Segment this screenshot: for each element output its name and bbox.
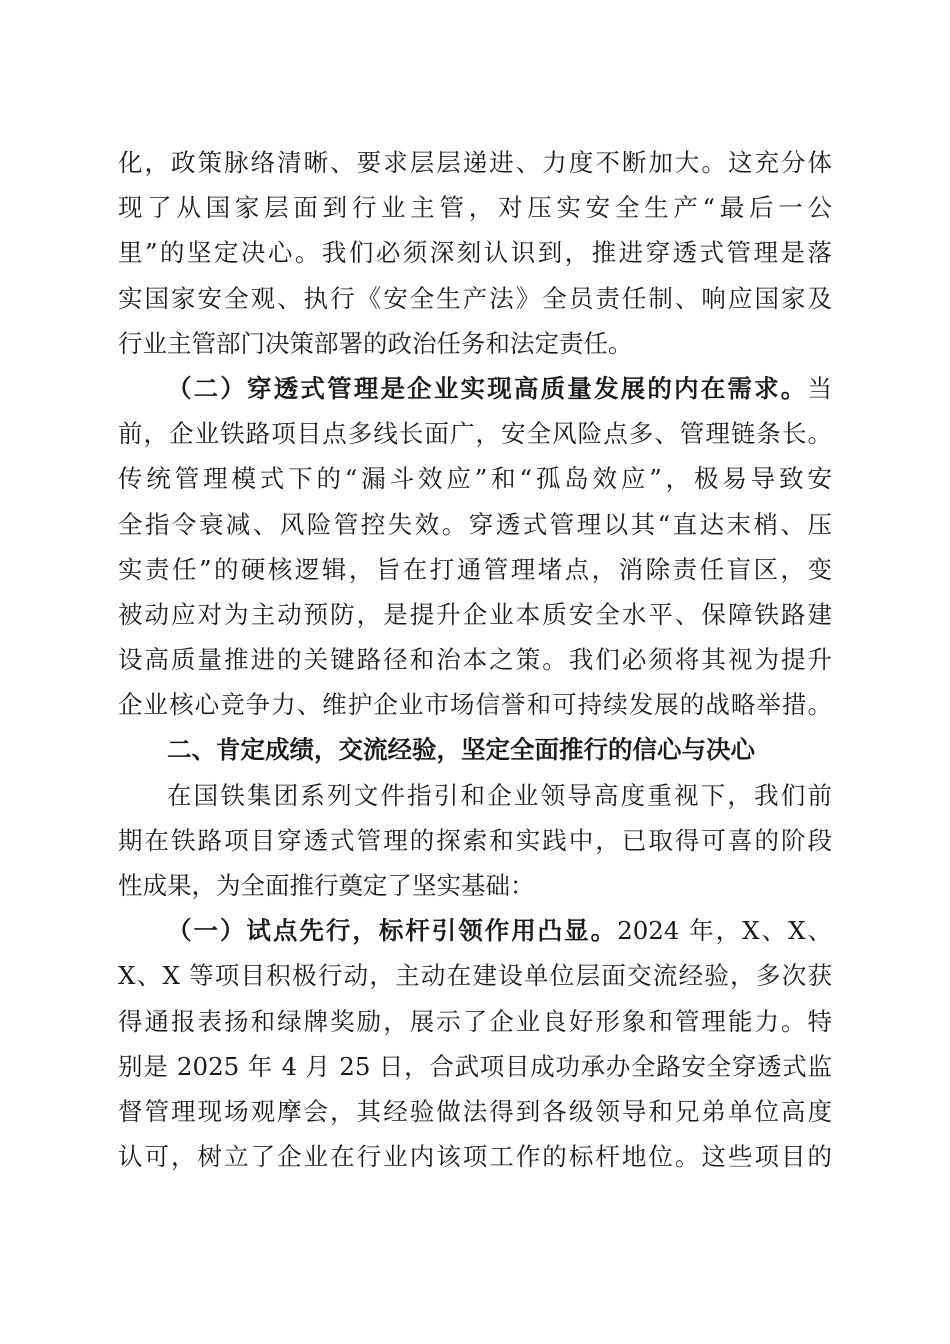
line-text: 督管理现场观摩会，其经验做法得到各级领导和兄弟单位高度 [118,1096,832,1126]
text-line [118,727,832,772]
line-text: 化，政策脉络清晰、要求层层递进、力度不断加大。这充分体 [118,148,832,177]
text-line [118,1089,832,1134]
line-text: 别是 2025 年 4 月 25 日，合武项目成功承办全路安全穿透式监 [118,1051,832,1081]
line-text: 现了从国家层面到行业主管，对压实安全生产“最后一公 [118,193,832,223]
text-line [118,999,832,1044]
body-text [118,140,832,1179]
line-text: 前，企业铁路项目点多线长面广，安全风险点多、管理链条长。 [118,419,832,449]
line-text: 行业主管部门决策部署的政治任务和法定责任。 [118,328,633,358]
bold-heading-text: 二、肯定成绩，交流经验，坚定全面推行的信心与决心 [167,735,755,765]
line-text: 在国铁集团系列文件指引和企业领导高度重视下，我们前 [167,780,832,810]
line-text: 当 [807,373,832,403]
line-text: 2024 年，X、X、 [617,916,832,946]
text-line [118,547,832,592]
text-line [118,502,832,547]
text-line [118,908,832,953]
text-line [118,321,832,366]
line-text: 被动应对为主动预防，是提升企业本质安全水平、保障铁路建 [118,599,832,629]
line-text: 传统管理模式下的“漏斗效应”和“孤岛效应”，极易导致安 [118,464,832,494]
line-text: 实国家安全观、执行《安全生产法》全员责任制、响应国家及 [118,283,832,313]
bold-heading-text: （二）穿透式管理是企业实现高质量发展的内在需求。 [167,373,808,403]
text-line [118,230,832,275]
text-line [118,592,832,637]
text-line [118,953,832,998]
text-line [118,863,832,908]
line-text: 企业核心竞争力、维护企业市场信誉和可持续发展的战略举措。 [118,690,832,720]
line-text: 里”的坚定决心。我们必须深刻认识到，推进穿透式管理是落 [118,238,832,268]
text-line [118,1134,832,1179]
text-line [118,637,832,682]
line-text: 得通报表扬和绿牌奖励，展示了企业良好形象和管理能力。特 [118,1006,832,1036]
text-line [118,140,832,185]
line-text: 认可，树立了企业在行业内该项工作的标杆地位。这些项目的 [118,1142,832,1172]
text-line [118,185,832,230]
text-line [118,456,832,501]
bold-heading-text: （一）试点先行，标杆引领作用凸显。 [167,916,618,946]
line-text: 设高质量推进的关键路径和治本之策。我们必须将其视为提升 [118,645,832,675]
text-line [118,366,832,411]
line-text: 期在铁路项目穿透式管理的探索和实践中，已取得可喜的阶段 [118,825,832,855]
line-text: 实责任”的硬核逻辑，旨在打通管理堵点，消除责任盲区，变 [118,554,832,584]
text-line [118,773,832,818]
line-text: 性成果，为全面推行奠定了坚实基础： [118,871,535,900]
text-line [118,276,832,321]
text-line [118,682,832,727]
text-line [118,411,832,456]
text-line [118,1044,832,1089]
line-text: 全指令衰减、风险管控失效。穿透式管理以其“直达末梢、压 [118,509,832,539]
line-text: X、X 等项目积极行动，主动在建设单位层面交流经验，多次获 [118,961,832,991]
text-line [118,818,832,863]
